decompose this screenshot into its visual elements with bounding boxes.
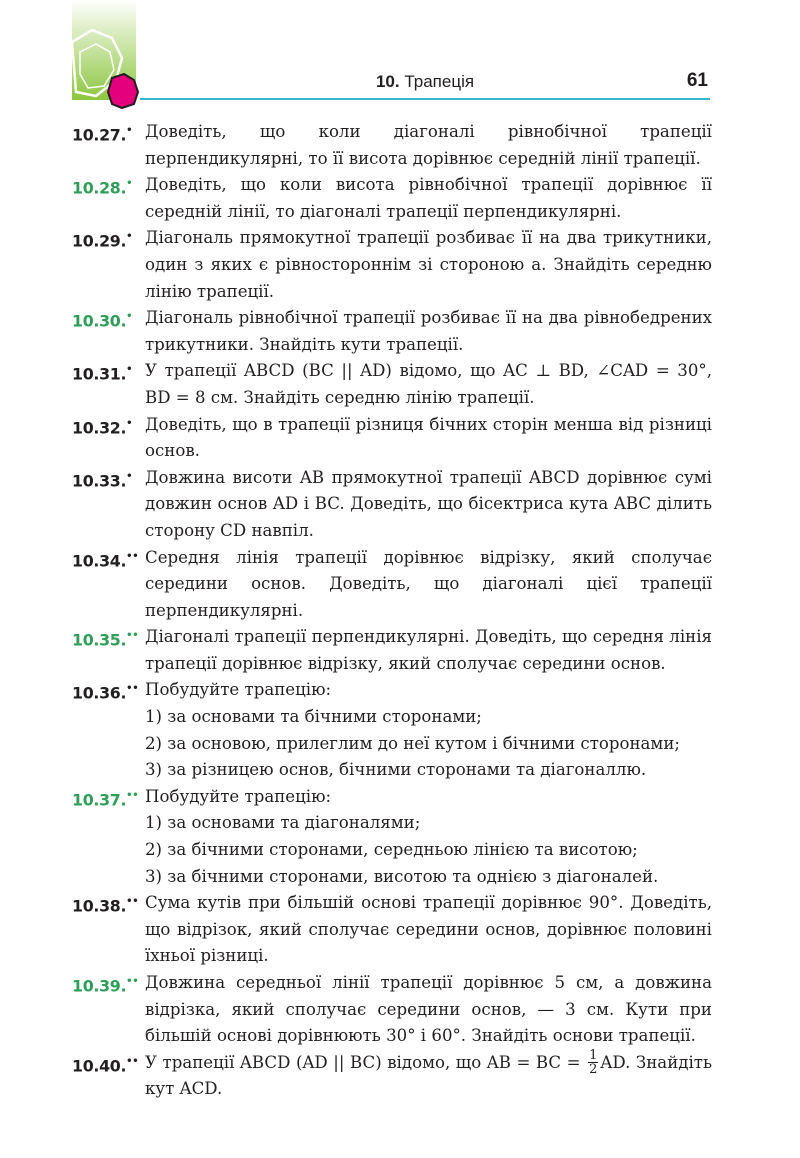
- problem-item: [72, 412, 712, 465]
- problem-text: [145, 119, 712, 172]
- problem-statement: Діагональ рівнобічної трапеції розбиває її на два рівнобедрених трикутники. Знайдіть кути трапеції.: [145, 308, 712, 354]
- problem-statement: Довжина висоти AB прямокутної трапеції ABCD дорівнює сумі довжин основ AD і BC. Доведіть, що бісектриса кута ABC ділить сторону CD навпіл.: [145, 467, 712, 540]
- fraction: [588, 1049, 598, 1076]
- problem-list: [72, 119, 712, 1103]
- problem-text: [145, 545, 712, 625]
- problem-number: [72, 358, 132, 388]
- problem-number: [72, 1050, 138, 1080]
- problem-number-text: 10.34.: [72, 550, 127, 570]
- difficulty-marker: •: [126, 231, 133, 243]
- sub-item: 2) за бічними сторонами, середньою лінією та висотою;: [145, 840, 638, 860]
- magenta-octagon-badge: [108, 74, 138, 108]
- problem-text: [145, 970, 712, 1050]
- problem-number: [72, 305, 132, 335]
- problem-statement: Сума кутів при більшій основі трапеції дорівнює 90°. Доведіть, що відрізок, який сполучає середини основ, дорівнює половині їхньої різниці.: [145, 893, 712, 966]
- problem-number: [72, 545, 138, 575]
- problem-item: [72, 119, 712, 172]
- problem-statement: Доведіть, що в трапеції різниця бічних сторін менша від різниці основ.: [145, 414, 712, 461]
- problem-number: [72, 890, 138, 920]
- problem-item: [72, 784, 712, 890]
- difficulty-marker: ••: [126, 550, 139, 562]
- difficulty-marker: ••: [126, 976, 139, 987]
- problem-text: [145, 305, 712, 358]
- problem-statement: Доведіть, що коли діагоналі рівнобічної трапеції перпендикулярні, то її висота дорівнює середній лінії трапеції.: [145, 122, 712, 168]
- problem-text: [145, 412, 712, 465]
- difficulty-marker: •: [126, 417, 133, 429]
- problem-number-text: 10.38.: [72, 896, 127, 916]
- sub-item: 3) за бічними сторонами, висотою та однією з діагоналей.: [145, 866, 659, 886]
- problem-number-text: 10.37.: [72, 790, 127, 810]
- problem-statement-part: У трапеції ABCD (AD || BC) відомо, що AB = BC =: [145, 1052, 587, 1072]
- problem-statement: Діагоналі трапеції перпендикулярні. Доведіть, що середня лінія трапеції дорівнює відрізку, який сполучає середини основ.: [145, 627, 712, 673]
- page-number: 61: [686, 70, 708, 91]
- sub-item: 3) за різницею основ, бічними сторонами та діагоналлю.: [145, 760, 647, 780]
- fraction-denominator: 2: [589, 1061, 598, 1077]
- problem-item: [72, 677, 712, 783]
- difficulty-marker: •: [126, 311, 133, 323]
- problem-number: [72, 784, 138, 814]
- problem-statement: Довжина середньої лінії трапеції дорівнює 5 см, а довжина відрізка, який сполучає середини основ, — 3 см. Кути при більшій основі дорівнюють 30° і 60°. Знайдіть основи трапеції.: [145, 973, 712, 1046]
- difficulty-marker: ••: [126, 1055, 139, 1067]
- problem-number: [72, 624, 138, 654]
- difficulty-marker: ••: [126, 630, 139, 642]
- problem-item: [72, 624, 712, 677]
- problem-statement: Побудуйте трапецію:: [145, 680, 332, 700]
- difficulty-marker: •: [126, 125, 133, 136]
- problem-text: [145, 172, 712, 225]
- problem-number-text: 10.40.: [72, 1056, 127, 1076]
- problem-text: [145, 1047, 712, 1103]
- chapter-title: 10. Трапеція: [375, 72, 475, 91]
- problem-statement: Діагональ прямокутної трапеції розбиває її на два трикутники, один з яких є рівностороннім зі стороною a. Знайдіть середню лінію трапеції.: [145, 228, 712, 301]
- problem-item: [72, 890, 712, 970]
- difficulty-marker: •: [126, 470, 133, 482]
- problem-text: [145, 225, 712, 305]
- problem-number-text: 10.30.: [72, 311, 127, 331]
- fraction-numerator: 1: [589, 1047, 598, 1063]
- page-header: [140, 66, 710, 100]
- problem-number-text: 10.35.: [72, 630, 127, 650]
- problem-number: [72, 172, 132, 202]
- problem-number-text: 10.27.: [72, 125, 127, 145]
- difficulty-marker: ••: [126, 683, 139, 695]
- problem-text: [145, 890, 712, 970]
- problem-number: [72, 412, 132, 442]
- problem-number-text: 10.39.: [72, 976, 127, 996]
- problem-item: [72, 465, 712, 545]
- problem-item: [72, 225, 712, 305]
- problem-item: [72, 545, 712, 625]
- difficulty-marker: ••: [126, 789, 139, 801]
- problem-item: [72, 970, 712, 1050]
- problem-text: [145, 358, 712, 411]
- sub-item: 2) за основою, прилеглим до неї кутом і бічними сторонами;: [145, 733, 680, 753]
- problem-number: [72, 119, 132, 149]
- problem-statement: Побудуйте трапецію:: [145, 786, 332, 806]
- problem-number: [72, 677, 138, 707]
- sub-item: 1) за основами та бічними сторонами;: [145, 707, 482, 727]
- problem-number: [72, 465, 132, 495]
- header-rule: [140, 98, 710, 100]
- problem-item: [72, 305, 712, 358]
- difficulty-marker: •: [126, 178, 133, 190]
- problem-text: [145, 624, 712, 677]
- problem-text: [145, 465, 712, 545]
- problem-number-text: 10.33.: [72, 470, 127, 490]
- difficulty-marker: •: [126, 364, 133, 376]
- problem-number-text: 10.29.: [72, 231, 127, 251]
- problem-text: [145, 784, 712, 811]
- problem-number-text: 10.28.: [72, 178, 127, 198]
- sub-item: 1) за основами та діагоналями;: [145, 813, 421, 833]
- difficulty-marker: ••: [126, 896, 139, 908]
- problem-number-text: 10.36.: [72, 683, 127, 703]
- problem-number: [72, 225, 132, 255]
- problem-number-text: 10.31.: [72, 364, 127, 384]
- problem-item: [72, 172, 712, 225]
- problem-statement: Доведіть, що коли висота рівнобічної трапеції дорівнює її середній лінії, то діагоналі трапеції перпендикулярні.: [145, 175, 712, 221]
- corner-decoration: [0, 0, 160, 110]
- problem-statement: Середня лінія трапеції дорівнює відрізку, який сполучає середини основ. Доведіть, що діагоналі цієї трапеції перпендикулярні.: [145, 547, 712, 620]
- problem-text: [145, 677, 712, 704]
- problem-item: [72, 358, 712, 411]
- problem-number-text: 10.32.: [72, 417, 127, 437]
- problem-number: [72, 970, 138, 1000]
- problem-statement-part: AD. Знайдіть кут ACD.: [145, 1052, 712, 1099]
- problem-item: [72, 1047, 712, 1103]
- problem-statement: У трапеції ABCD (BC || AD) відомо, що AC ⊥ BD, ∠CAD = 30°, BD = 8 см. Знайдіть середню лінію трапеції.: [145, 361, 712, 407]
